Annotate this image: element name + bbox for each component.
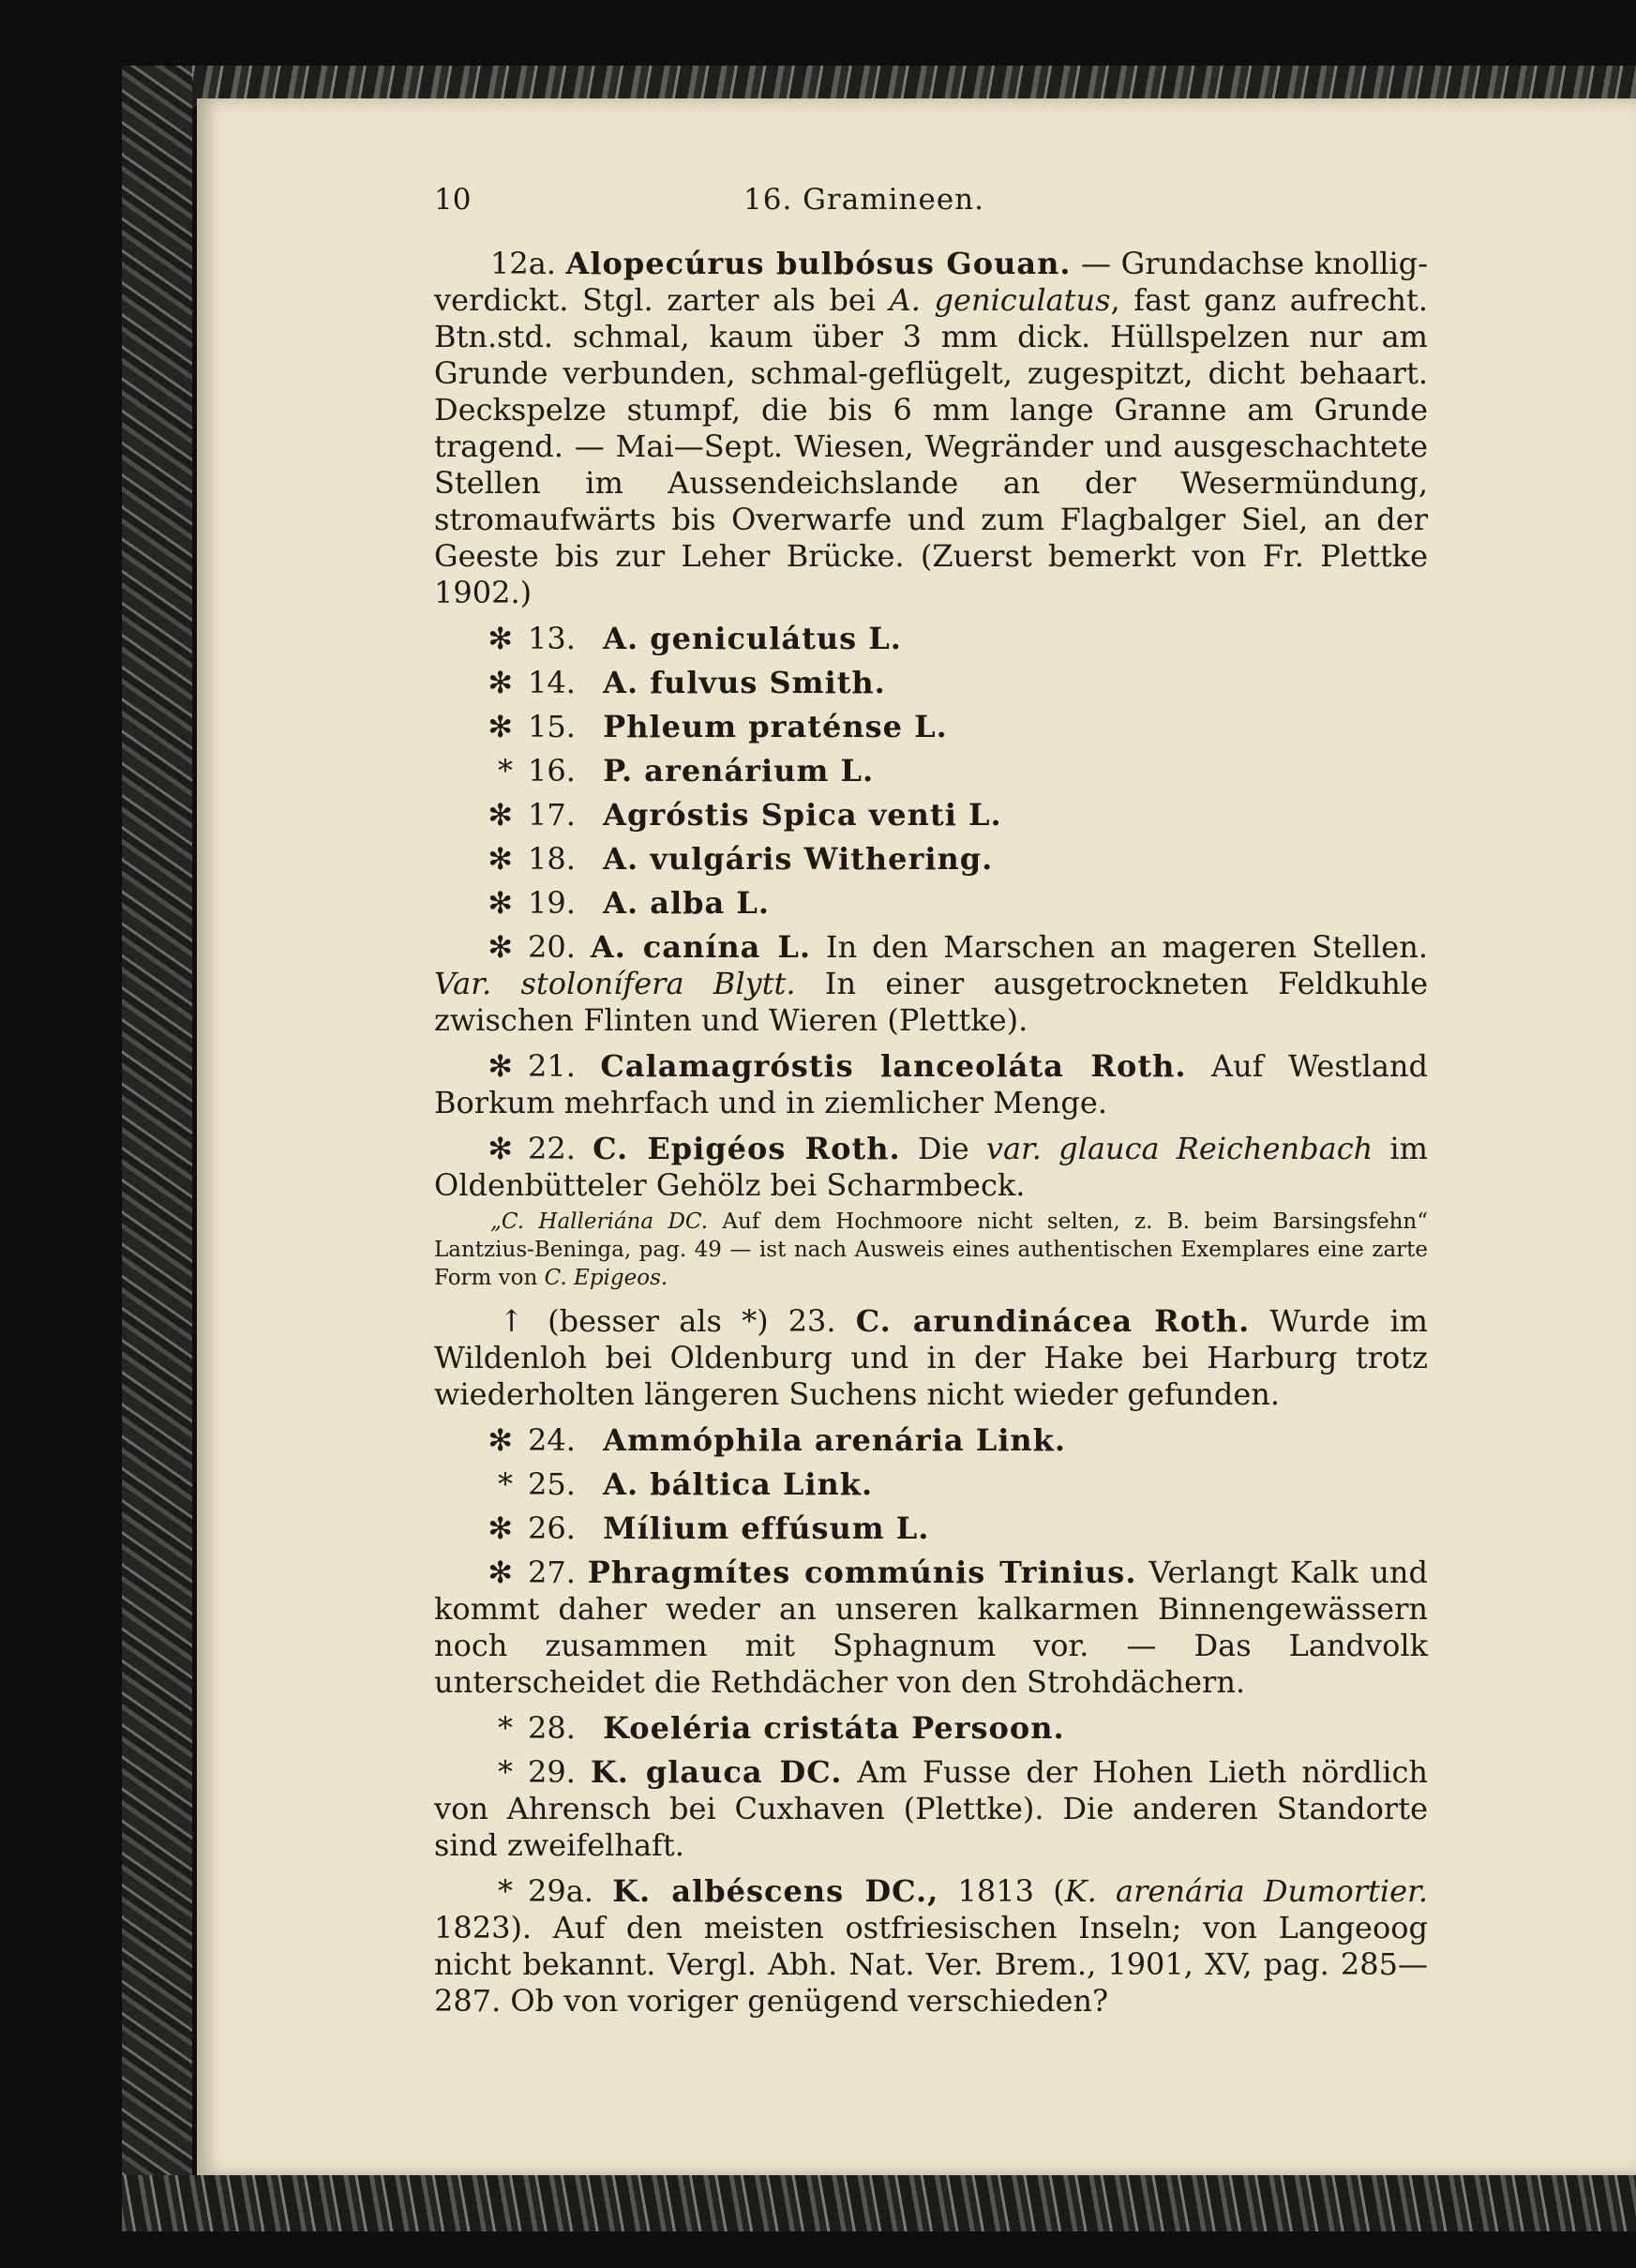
mark-symbol: ✻ xyxy=(488,841,513,877)
mark-symbol: * xyxy=(498,1710,513,1746)
entry-number: 16. xyxy=(528,753,576,789)
text-run: In den Marschen an mageren Stellen. xyxy=(810,929,1428,965)
paragraph-21 xyxy=(434,1048,1428,1121)
entry-number: 27. xyxy=(528,1555,576,1590)
italic-run: A. geniculatus xyxy=(889,282,1111,318)
mark-symbol: * xyxy=(498,1873,513,1909)
mark-symbol: * xyxy=(498,1754,513,1790)
species-name: A. fulvus Smith. xyxy=(603,665,886,700)
entry-number: 14. xyxy=(528,665,576,700)
entry-number: 28. xyxy=(528,1710,576,1746)
text-run: im Oldenbütteler Gehölz bei Scharmbeck. xyxy=(434,1131,1428,1203)
list-item xyxy=(434,841,1428,878)
entry-number: 24. xyxy=(528,1422,576,1458)
mark-symbol: ✻ xyxy=(488,621,513,656)
text-run: 1823). Auf den meisten ostfriesischen Inseln; von Langeoog nicht bekannt. Vergl. Abh. Nat. Ver. Brem., 1901, XV, pag. 285—287. Ob von voriger genügend verschieden? xyxy=(434,1910,1428,2019)
footnote-remark xyxy=(434,1208,1428,1292)
mark-symbol: ✻ xyxy=(488,1510,513,1546)
species-name: Mílium effúsum L. xyxy=(603,1510,930,1546)
entry-number: 26. xyxy=(528,1510,576,1546)
paragraph-29 xyxy=(434,1754,1428,1864)
italic-run: var. glauca Reichenbach xyxy=(985,1131,1373,1166)
mark-symbol: * xyxy=(498,1466,513,1502)
text-run: In einer ausgetrockneten Feldkuhle zwischen Flinten und Wieren (Plettke). xyxy=(434,966,1429,1038)
species-name: A. báltica Link. xyxy=(603,1466,874,1502)
species-name: Phragmítes commúnis Trinius. xyxy=(587,1555,1137,1590)
page-body xyxy=(434,246,1428,2029)
text-run: Die xyxy=(900,1131,986,1166)
species-name: C. Epigéos Roth. xyxy=(593,1131,901,1166)
running-header xyxy=(434,183,1428,225)
italic-run: K. arenária Dumortier. xyxy=(1064,1873,1429,1909)
mark-symbol: ↑ xyxy=(499,1303,524,1339)
species-name: K. glauca DC. xyxy=(590,1754,843,1790)
entry-number: 29. xyxy=(528,1754,576,1790)
species-name: Phleum praténse L. xyxy=(603,709,948,744)
mark-symbol: ✻ xyxy=(488,709,513,744)
italic-run: „C. Halleriána DC. xyxy=(490,1209,709,1234)
text-run: 1813 ( xyxy=(938,1873,1065,1909)
entry-list-a xyxy=(434,621,1428,922)
list-item xyxy=(434,665,1428,701)
list-item xyxy=(434,797,1428,834)
list-item xyxy=(434,621,1428,657)
text-run: Verlangt Kalk und kommt daher weder an unseren kalkarmen Binnengewässern noch zusammen mit Sphagnum vor. — Das Landvolk unterscheidet die Rethdächer von den Strohdächern. xyxy=(434,1555,1429,1700)
mark-symbol: ✻ xyxy=(488,797,513,833)
species-name: Ammóphila arenária Link. xyxy=(603,1422,1066,1458)
species-name: C. arundinácea Roth. xyxy=(855,1303,1251,1339)
mark-symbol: ✻ xyxy=(488,1131,513,1166)
entry-number: 21. xyxy=(528,1048,576,1084)
marbled-binding-left xyxy=(122,66,192,2222)
list-item xyxy=(434,1466,1428,1503)
text-run: Auf dem Hochmoore nicht selten, z. B. beim Barsingsfehn“ Lantzius-Beninga, pag. 49 — ist nach Ausweis eines authentischen Exemplares eine zarte Form von xyxy=(434,1209,1428,1290)
entry-number: 17. xyxy=(528,797,576,833)
entry-number: 15. xyxy=(528,709,576,744)
mark-symbol: * xyxy=(498,753,513,789)
species-name: A. alba L. xyxy=(603,885,771,921)
list-item xyxy=(434,1422,1428,1459)
italic-run: C. Epigeos. xyxy=(544,1266,668,1290)
entry-number: 22. xyxy=(528,1131,576,1166)
species-name: P. arenárium L. xyxy=(603,753,875,789)
species-name: Alopecúrus bulbósus Gouan. xyxy=(565,246,1072,281)
mark-symbol: ✻ xyxy=(488,1422,513,1458)
list-item xyxy=(434,709,1428,745)
paragraph-12a xyxy=(434,246,1428,611)
entry-number: 13. xyxy=(528,621,576,656)
paragraph-20 xyxy=(434,929,1428,1039)
entry-number: 12a. xyxy=(490,246,556,281)
section-title: 16. Gramineen. xyxy=(743,183,985,217)
mark-symbol: ✻ xyxy=(488,665,513,700)
entry-number: 25. xyxy=(528,1466,576,1502)
species-name: A. vulgáris Withering. xyxy=(603,841,994,877)
text-run: Wurde im Wildenloh bei Oldenburg und in der Hake bei Harburg trotz wiederholten längeren Suchens nicht wieder gefunden. xyxy=(434,1303,1429,1412)
italic-run: Var. stolonífera Blytt. xyxy=(434,966,796,1001)
entry-number: 20. xyxy=(528,929,576,965)
text-run: , fast ganz aufrecht. Btn.std. schmal, kaum über 3 mm dick. Hüllspelzen nur am Grunde verbunden, schmal-geflügelt, zugespitzt, dicht behaart. Deckspelze stumpf, die bis 6 mm lange Granne am Grunde tragend. — Mai—Sept. Wiesen, Wegränder und ausgeschachtete Stellen im Aussendeichslande an der Wesermündung, stromaufwärts bis Overwarfe und zum Flagbalger Siel, an der Geeste bis zur Leher Brücke. (Zuerst bemerkt von Fr. Plettke 1902.) xyxy=(434,282,1429,610)
entry-28 xyxy=(434,1710,1428,1747)
mark-symbol: ✻ xyxy=(488,1048,513,1084)
entry-number: 19. xyxy=(528,885,576,921)
entry-number: 29a. xyxy=(528,1873,593,1909)
species-name: K. albéscens DC., xyxy=(612,1873,939,1909)
list-item xyxy=(434,1510,1428,1547)
text-run: Am Fusse der Hohen Lieth nördlich von Ahrensch bei Cuxhaven (Plettke). Die anderen Standorte sind zweifelhaft. xyxy=(434,1754,1429,1863)
marbled-binding-bottom xyxy=(122,2175,1636,2231)
paragraph-22 xyxy=(434,1131,1428,1204)
species-name: Koeléria cristáta Persoon. xyxy=(603,1710,1065,1746)
entry-list-b xyxy=(434,1422,1428,1547)
mark-symbol: ✻ xyxy=(488,1555,513,1590)
paragraph-23 xyxy=(434,1303,1428,1413)
text-run: (besser als *) 23. xyxy=(528,1303,856,1339)
text-run: — Grundachse knollig-verdickt. Stgl. zarter als bei xyxy=(434,246,1429,318)
list-item xyxy=(434,885,1428,922)
page-number: 10 xyxy=(434,183,472,217)
text-run: Auf Westland Borkum mehrfach und in ziemlicher Menge. xyxy=(434,1048,1429,1120)
mark-symbol: ✻ xyxy=(488,929,513,965)
species-name: Calamagróstis lanceoláta Roth. xyxy=(600,1048,1187,1084)
list-item xyxy=(434,753,1428,789)
paragraph-29a xyxy=(434,1873,1428,2020)
mark-symbol: ✻ xyxy=(488,885,513,921)
species-name: A. canína L. xyxy=(590,929,811,965)
paragraph-27 xyxy=(434,1555,1428,1701)
species-name: Agróstis Spica venti L. xyxy=(603,797,1002,833)
entry-number: 18. xyxy=(528,841,576,877)
species-name: A. geniculátus L. xyxy=(603,621,902,656)
